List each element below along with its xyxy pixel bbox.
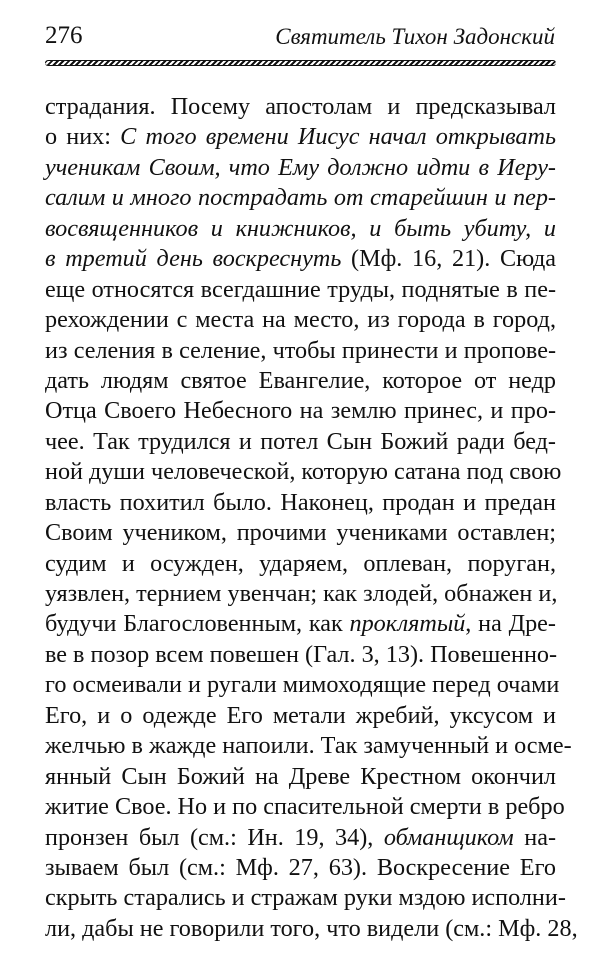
text-run: уязвлен, тернием увенчан; как злодей, обнажен и, [45, 580, 558, 607]
text-line [45, 92, 556, 122]
text-run: ли, дабы не говорили того, что видели (см.: Мф. 28, [45, 914, 578, 942]
text-line [45, 396, 556, 426]
text-run: , на Дре- [465, 610, 556, 638]
text-line [45, 183, 556, 213]
italic-quote: восвященников и книжников, и быть убиту, и [45, 214, 556, 242]
italic-quote: проклятый [349, 610, 466, 638]
text-run: на- [513, 823, 556, 851]
text-run: о них: [45, 123, 121, 151]
text-line [45, 609, 556, 639]
text-run: ной души человеческой, которую сатана под свою [45, 458, 562, 486]
text-line [45, 762, 556, 792]
text-line [45, 427, 556, 457]
text-line [45, 883, 566, 913]
text-run: страдания. Посему апостолам и предсказывал [45, 93, 556, 120]
text-line [45, 518, 556, 548]
text-line [45, 244, 556, 274]
text-run: власть похитил было. Наконец, продан и предан [45, 488, 556, 516]
text-run: будучи Благословенным, как [45, 610, 350, 638]
text-line [45, 670, 560, 700]
text-run: Отца Своего Небесного на землю принес, и про- [45, 397, 556, 425]
text-run: рехождении с места на место, из города в город, [45, 306, 556, 334]
italic-quote: обманщиком [383, 823, 514, 851]
italic-quote: ученикам Своим, что Ему должно идти в Иеру- [45, 153, 556, 181]
body-text [45, 92, 578, 944]
italic-quote: салим и много пострадать от старейшин и пер- [45, 184, 556, 212]
text-run: янный Сын Божий на Древе Крестном окончил [45, 762, 556, 790]
text-line [45, 275, 556, 305]
text-line [45, 122, 556, 152]
text-run: житие Свое. Но и по спасительной смерти в ребро [45, 793, 565, 821]
text-run: из селения в селение, чтобы принести и пропове- [45, 336, 556, 364]
text-line [45, 488, 556, 518]
text-line [45, 701, 556, 731]
text-line [45, 792, 565, 822]
text-line [45, 640, 556, 670]
text-line [45, 731, 572, 761]
italic-quote: в третий день воскреснуть [45, 245, 342, 273]
text-line [45, 579, 556, 609]
text-run: Его, и о одежде Его метали жребий, уксусом и [45, 701, 556, 729]
text-line [45, 914, 578, 944]
text-run: зываем был (см.: Мф. 27, 63). Воскресение Его [45, 853, 556, 881]
text-line [45, 549, 556, 579]
running-title: Святитель Тихон Задонский [275, 24, 555, 49]
text-line [45, 214, 556, 244]
page-number: 276 [45, 22, 83, 49]
text-run: (Мф. 16, 21). Сюда [341, 245, 556, 273]
page-header [45, 22, 555, 52]
text-line [45, 153, 556, 183]
text-run: чее. Так трудился и потел Сын Божий ради бед- [45, 427, 556, 455]
text-line [45, 366, 556, 396]
text-run: желчью в жажде напоили. Так замученный и осме- [45, 732, 572, 760]
text-line [45, 823, 556, 853]
italic-quote: С того времени Иисус начал открывать [120, 123, 557, 151]
text-run: дать людям святое Евангелие, которое от недр [45, 366, 556, 394]
decorative-rope-divider [45, 60, 556, 66]
text-run: пронзен был (см.: Ин. 19, 34), [45, 823, 384, 851]
text-run: го осмеивали и ругали мимоходящие перед очами [45, 671, 560, 699]
text-run: ве в позор всем повешен (Гал. 3, 13). Повешенно- [45, 640, 558, 668]
text-run: Своим учеником, прочими учениками оставлен; [45, 519, 556, 547]
text-run: судим и осужден, ударяем, оплеван, поруган, [45, 549, 556, 577]
text-line [45, 853, 556, 883]
text-run: скрыть старались и стражам руки мздою исполни- [45, 884, 566, 912]
text-line [45, 457, 562, 487]
text-run: еще относятся всегдашние труды, поднятые в пе- [45, 275, 556, 303]
text-line [45, 305, 556, 335]
text-line [45, 336, 556, 366]
